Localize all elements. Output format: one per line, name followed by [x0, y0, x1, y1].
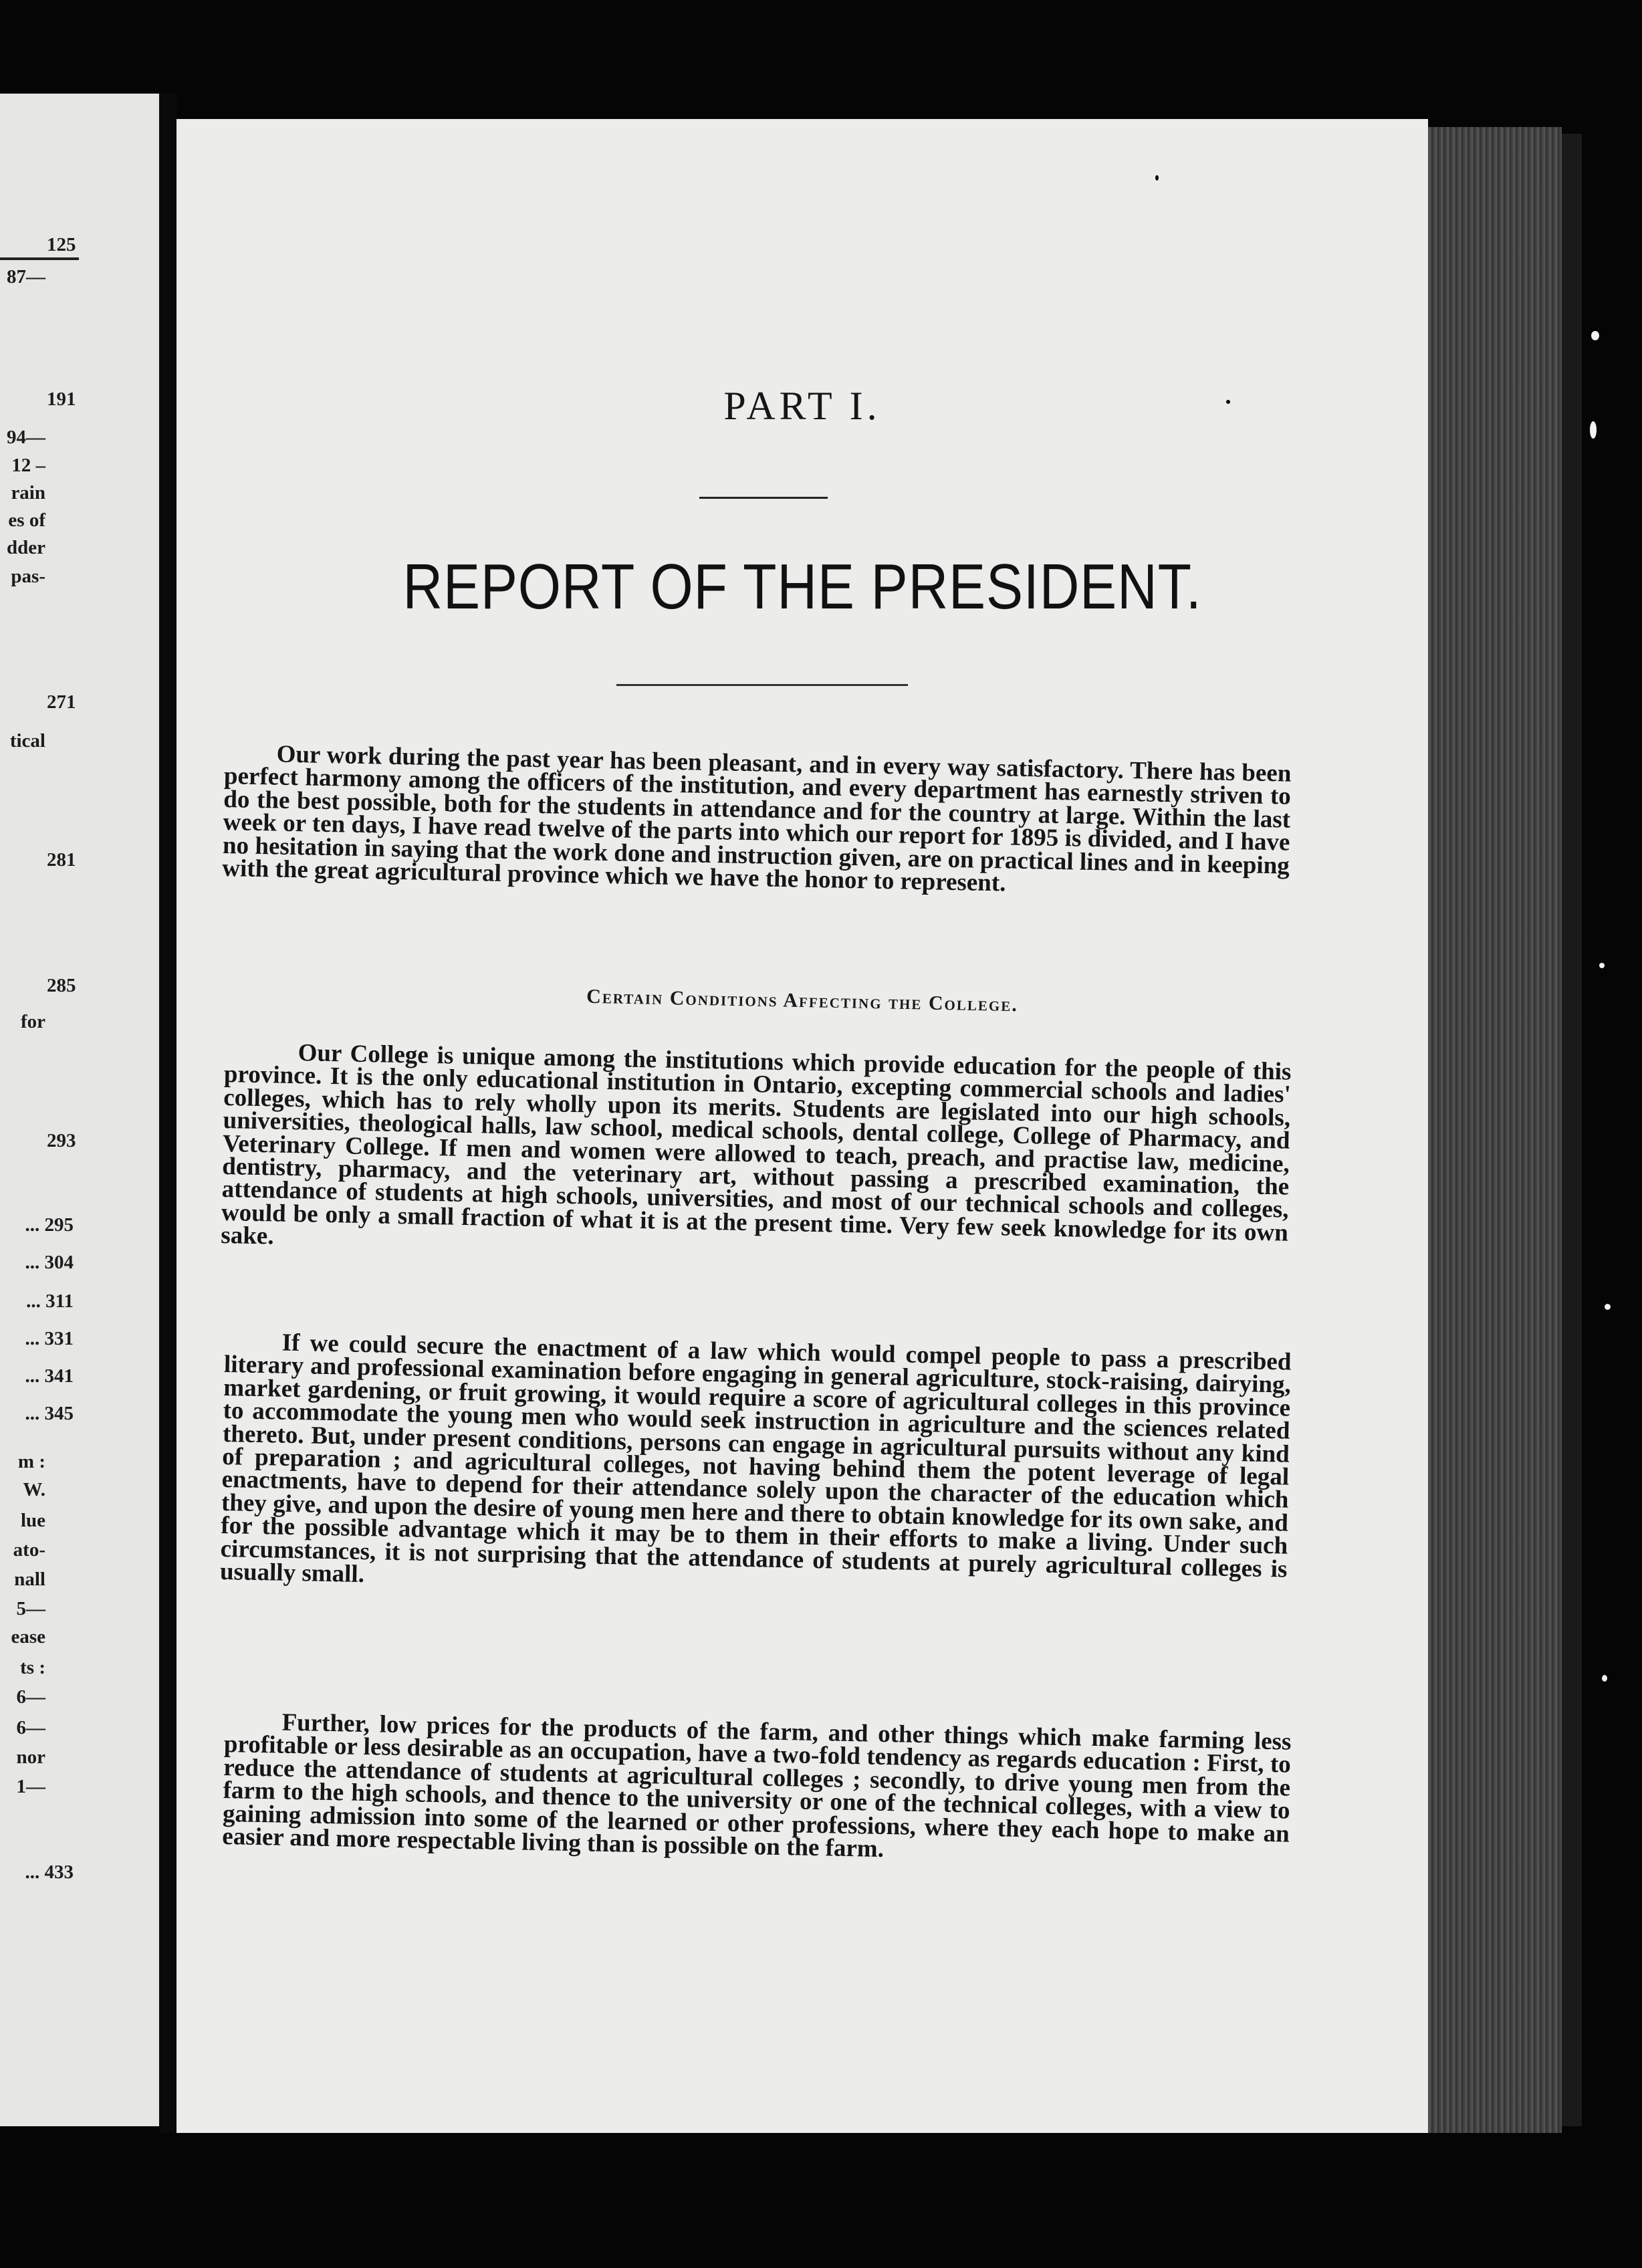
left-page-text: tical	[9, 730, 45, 752]
left-page-text: ... 311	[26, 1290, 74, 1312]
left-page-number: 271	[47, 691, 76, 713]
book-page-edges	[1428, 127, 1562, 2133]
left-page-text: rain	[11, 482, 45, 503]
left-page-text: 6—	[16, 1717, 45, 1738]
left-page-text: nall	[14, 1569, 45, 1590]
scan-speck	[1226, 400, 1230, 404]
scan-speck	[1591, 331, 1599, 340]
scan-speck	[1599, 963, 1605, 968]
left-page-text: es of	[8, 509, 45, 531]
book-cover-edge	[1562, 134, 1582, 2126]
left-page-text: 5—	[16, 1598, 45, 1619]
section-heading: Certain Conditions Affecting the College.	[586, 985, 1019, 1016]
left-page-fragment	[0, 94, 159, 2126]
left-page-text: for	[20, 1011, 45, 1032]
left-page-text: W.	[23, 1479, 45, 1500]
left-page-text: ... 331	[25, 1328, 74, 1349]
left-page-text: ... 433	[25, 1861, 74, 1883]
left-page-number: 285	[47, 975, 76, 996]
left-page-text: ... 295	[25, 1214, 74, 1236]
paragraph-3: If we could secure the enactment of a law which would compel people to pass a prescribed literary and professional examination before engaging in general agriculture, stock-raising, dairying, market gardening, or fruit growing, it would require a score of agricultural colleges in this province to accommodate the young men who would seek instruction in agriculture and the sciences related thereto. But, under present conditions, persons can engage in agricultural pursuits without any kind of preparation ; and agricultural colleges, not having behind them the potent leverage of legal enactments, have to depend for their attendance solely upon the character of the education which they give, and upon the desire of young men here and there to obtain knowledge for its own sake, and for the possible advantage which it may be to them in their efforts to make a living. Under such circumstances, it is not surprising that the attendance of students at purely agricultural colleges is usually small.	[219, 1329, 1292, 1589]
scan-speck	[1602, 1675, 1607, 1682]
paragraph-1: Our work during the past year has been pleasant, and in every way satisfactory. There has been perfect harmony among the officers of the institution, and every department has earnestly striven to do the best possible, both for the students in attendance and for the country at large. Within the last week or ten days, I have read twelve of the parts into which our report for 1895 is divided, and I have no hesitation in saying that the work done and instruction given, are on practical lines and in keeping with the great agricultural province which we have the honor to represent.	[221, 740, 1292, 897]
report-title: REPORT OF THE PRESIDENT.	[402, 551, 1202, 622]
left-page-rule	[0, 257, 79, 260]
book-gutter	[159, 94, 177, 2133]
scan-speck	[1155, 175, 1159, 181]
left-page-number: 191	[47, 388, 76, 410]
left-page-number: 293	[47, 1130, 76, 1151]
left-page-text: dder	[7, 537, 45, 558]
left-page-text: ts :	[20, 1657, 45, 1678]
paragraph-4: Further, low prices for the products of the farm, and other things which make farming less profitable or less desirable as an occupation, have a two-fold tendency as regards education : First, to reduce the attendance of students at agricultural colleges ; secondly, to drive young men from the farm to the high schools, and thence to the university or one of the technical colleges, with a view to gaining admission into some of the learned or other professions, where they each hope to make an easier and more respectable living than is possible on the farm.	[221, 1708, 1292, 1863]
left-page-text: pas-	[11, 566, 45, 587]
main-page	[177, 119, 1428, 2133]
title-rule-short	[699, 497, 828, 499]
left-page-text: 94—	[7, 427, 45, 448]
left-page-text: m :	[17, 1451, 45, 1472]
left-page-text: nor	[16, 1746, 45, 1768]
left-page-text: ... 345	[25, 1403, 74, 1424]
left-page-text: 87—	[7, 266, 45, 288]
left-page-text: lue	[20, 1510, 45, 1531]
scan-speck	[1605, 1304, 1611, 1310]
paragraph-2: Our College is unique among the institutions which provide education for the people of this province. It is the only educational institution in Ontario, excepting commercial schools and ladies' colleges, which has to rely wholly upon its merits. Students are legislated into our high schools, universities, theological halls, law school, medical schools, dental college, College of Pharmacy, and Veterinary College. If men and women were allowed to teach, preach, and practise law, medicine, dentistry, pharmacy, and the veterinary art, without passing a prescribed examination, the attendance of students at high schools, universities, and most of our technical schools and colleges, would be only a small fraction of what it is at the present time. Very few seek knowledge for its own sake.	[221, 1039, 1292, 1250]
left-page-text: 12 –	[11, 455, 45, 476]
left-page-text: ... 304	[25, 1252, 74, 1273]
left-page-text: ... 341	[25, 1365, 74, 1387]
scan-speck	[1590, 421, 1597, 439]
left-page-text: 1—	[16, 1776, 45, 1797]
left-page-text: ato-	[13, 1539, 45, 1561]
part-title: PART I.	[723, 384, 881, 428]
left-page-text: 6—	[16, 1686, 45, 1708]
left-page-number: 281	[47, 849, 76, 871]
left-page-number: 125	[47, 234, 76, 255]
title-rule-long	[616, 684, 908, 686]
left-page-text: ease	[11, 1626, 45, 1648]
